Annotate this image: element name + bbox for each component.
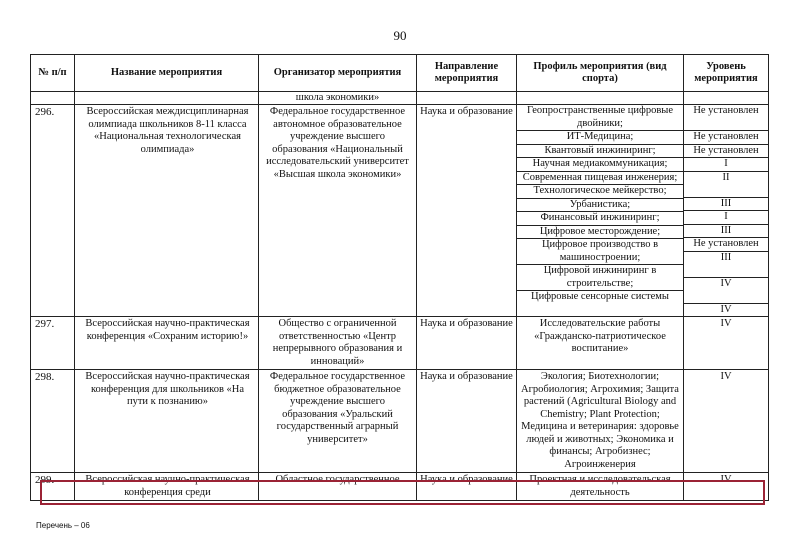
profile-item: Финансовый инжиниринг; [517,212,683,226]
profile-item: Цифровой инжиниринг в строительстве; [517,265,683,291]
header-direction: Направление мероприятия [417,55,517,92]
profile-item: ИТ-Медицина; [517,131,683,145]
profile-item: Геопространственные цифровые двойники; [517,105,683,131]
profile-item: Технологическое мейкерство; [517,185,683,199]
table-row [31,370,769,473]
header-num: № п/п [31,55,75,92]
document-table-area [30,54,770,506]
event-organizer: Федеральное государственное автономное образовательное учреждение высшего образования «Национальный исследовательский университет «Высшая школа экономики» [259,105,417,317]
level-item: II [684,172,768,198]
events-table [30,54,769,501]
event-profile: Проектная и исследовательская деятельность [517,473,684,501]
event-direction: Наука и образование [417,473,517,501]
event-name: Всероссийская научно-практическая конференция среди [75,473,259,501]
continuation-text: школа экономики» [259,92,417,105]
header-level: Уровень мероприятия [684,55,769,92]
level-item: Не установлен [684,131,768,145]
row-num: 299. [31,473,75,501]
level-item: Не установлен [684,238,768,252]
event-levels [684,105,769,317]
event-level: IV [684,370,769,473]
event-direction: Наука и образование [417,105,517,317]
level-item: Не установлен [684,105,768,131]
event-name: Всероссийская научно-практическая конференция для школьников «На пути к познанию» [75,370,259,473]
level-item: IV [720,303,732,315]
level-item: III [684,198,768,212]
profile-item: Научная медиакоммуникация; [517,158,683,172]
header-name: Название мероприятия [75,55,259,92]
level-item: III [684,252,768,278]
event-name: Всероссийская научно-практическая конференция «Сохраним историю!» [75,317,259,370]
header-profile: Профиль мероприятия (вид спорта) [517,55,684,92]
event-organizer: Федеральное государственное бюджетное образовательное учреждение высшего образования «Уральский государственный аграрный университет» [259,370,417,473]
event-organizer: Областное государственное [259,473,417,501]
event-level: IV [684,317,769,370]
profile-item: Урбанистика; [517,199,683,213]
level-item: III [684,225,768,239]
profile-item: Квантовый инжиниринг; [517,145,683,159]
row-num: 298. [31,370,75,473]
page-number: 90 [393,28,407,43]
event-profiles [517,105,684,317]
row-num: 297. [31,317,75,370]
page-footer: Перечень – 06 [36,521,90,530]
header-organizer: Организатор мероприятия [259,55,417,92]
event-profile: Исследовательские работы «Гражданско-патриотическое воспитание» [517,317,684,370]
profile-item: Современная пищевая инженерия; [517,172,683,186]
row-num: 296. [31,105,75,317]
table-row [31,473,769,501]
event-level: IV [684,473,769,501]
event-organizer: Общество с ограниченной ответственностью «Центр непрерывного образования и инноваций» [259,317,417,370]
table-row [31,105,769,317]
table-header-row [31,55,769,92]
continuation-row [31,92,769,105]
level-item: I [684,158,768,172]
table-row [31,317,769,370]
level-item: I [684,211,768,225]
level-item: IV [684,278,768,304]
event-profile: Экология; Биотехнологии; Агробиология; Агрохимия; Защита растений (Agricultural Biology and Chemistry; Plant Protection; Медицина и ветеринария: здоровье людей и животных; Экономика и финансы; Агробизнес; Агроинженерия [517,370,684,473]
event-name: Всероссийская междисциплинарная олимпиада школьников 8-11 класса «Национальная технологическая олимпиада» [75,105,259,317]
profile-item: Цифровое месторождение; [517,226,683,240]
event-direction: Наука и образование [417,370,517,473]
event-direction: Наука и образование [417,317,517,370]
level-item: Не установлен [684,145,768,159]
profile-item: Цифровое производство в машиностроении; [517,239,683,265]
profile-item: Цифровые сенсорные системы [531,291,669,302]
